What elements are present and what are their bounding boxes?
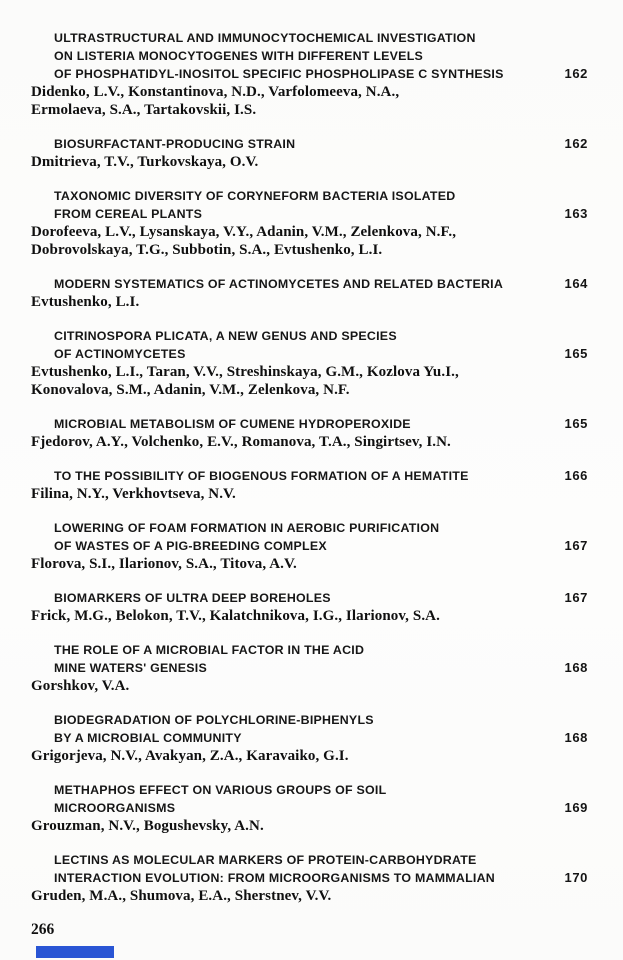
- toc-entry: [31, 327, 588, 399]
- entry-title: [31, 641, 588, 677]
- entry-author-line: Grigorjeva, N.V., Avakyan, Z.A., Karavaiko, G.I.: [31, 748, 349, 764]
- scan-artifact-bar: [36, 946, 114, 958]
- entry-title-text: MINE WATERS' GENESIS: [54, 661, 207, 675]
- toc-entry: [31, 589, 588, 625]
- entry-title-text: ULTRASTRUCTURAL AND IMMUNOCYTOCHEMICAL INVESTIGATION: [54, 31, 476, 45]
- entry-title-line: [31, 135, 588, 153]
- toc-entry: [31, 187, 588, 259]
- entry-title: [31, 781, 588, 817]
- entry-page-number: 167: [564, 538, 588, 553]
- entry-page-number: 164: [564, 276, 588, 291]
- entry-title-line: [31, 65, 588, 83]
- entry-authors: [31, 817, 588, 835]
- toc-entry: [31, 275, 588, 311]
- toc-entry: [31, 781, 588, 835]
- entry-title-line: [31, 781, 588, 799]
- entry-title: [31, 711, 588, 747]
- entry-title-text: METHAPHOS EFFECT ON VARIOUS GROUPS OF SOIL: [54, 783, 387, 797]
- entry-author-line: Dorofeeva, L.V., Lysanskaya, V.Y., Adanin, V.M., Zelenkova, N.F.,: [31, 224, 457, 240]
- entry-title-line: [31, 345, 588, 363]
- entry-title: [31, 851, 588, 887]
- entry-title: [31, 135, 588, 153]
- entry-author-line: Dobrovolskaya, T.G., Subbotin, S.A., Evtushenko, L.I.: [31, 242, 383, 258]
- entry-title-line: [31, 205, 588, 223]
- entry-title-line: [31, 519, 588, 537]
- entry-author-line: Ermolaeva, S.A., Tartakovskii, I.S.: [31, 102, 257, 118]
- entry-authors: [31, 293, 588, 311]
- entry-title-line: [31, 187, 588, 205]
- entry-author-line: Grouzman, N.V., Bogushevsky, A.N.: [31, 818, 264, 834]
- entry-page-number: 168: [564, 660, 588, 675]
- entry-title-text: INTERACTION EVOLUTION: FROM MICROORGANISMS TO MAMMALIAN: [54, 871, 495, 885]
- entry-page-number: 165: [564, 416, 588, 431]
- toc-entry: [31, 641, 588, 695]
- entry-authors: [31, 555, 588, 573]
- entry-page-number: 166: [564, 468, 588, 483]
- entry-title-text: THE ROLE OF A MICROBIAL FACTOR IN THE ACID: [54, 643, 365, 657]
- entry-title-text: LOWERING OF FOAM FORMATION IN AEROBIC PURIFICATION: [54, 521, 440, 535]
- entry-title: [31, 589, 588, 607]
- entry-title-text: BIOSURFACTANT-PRODUCING STRAIN: [54, 137, 296, 151]
- entry-title-line: [31, 47, 588, 65]
- toc-entry: [31, 851, 588, 905]
- entry-title: [31, 519, 588, 555]
- entry-author-line: Evtushenko, L.I., Taran, V.V., Streshinskaya, G.M., Kozlova Yu.I.,: [31, 364, 459, 380]
- entry-author-line: Didenko, L.V., Konstantinova, N.D., Varfolomeeva, N.A.,: [31, 84, 400, 100]
- footer-page-number: 266: [31, 921, 55, 938]
- entry-authors: [31, 887, 588, 905]
- entry-title: [31, 29, 588, 83]
- entry-author-line: Gorshkov, V.A.: [31, 678, 130, 694]
- toc-entry: [31, 415, 588, 451]
- entry-authors: [31, 485, 588, 503]
- entry-title-text: OF PHOSPHATIDYL-INOSITOL SPECIFIC PHOSPHOLIPASE C SYNTHESIS: [54, 67, 504, 81]
- entry-title-text: BIODEGRADATION OF POLYCHLORINE-BIPHENYLS: [54, 713, 374, 727]
- entry-page-number: 163: [564, 206, 588, 221]
- entry-author-line: Dmitrieva, T.V., Turkovskaya, O.V.: [31, 154, 259, 170]
- entry-title-text: FROM CEREAL PLANTS: [54, 207, 203, 221]
- entry-page-number: 170: [564, 870, 588, 885]
- entry-author-line: Gruden, M.A., Shumova, E.A., Sherstnev, V.V.: [31, 888, 332, 904]
- entry-authors: [31, 607, 588, 625]
- entry-page-number: 169: [564, 800, 588, 815]
- entry-authors: [31, 433, 588, 451]
- entry-page-number: 167: [564, 590, 588, 605]
- entry-author-line: Filina, N.Y., Verkhovtseva, N.V.: [31, 486, 236, 502]
- entry-author-line: Florova, S.I., Ilarionov, S.A., Titova, A.V.: [31, 556, 297, 572]
- entry-title-line: [31, 29, 588, 47]
- entry-title-line: [31, 415, 588, 433]
- entry-title-text: MICROORGANISMS: [54, 801, 176, 815]
- entry-authors: [31, 83, 588, 119]
- entry-title-text: OF WASTES OF A PIG-BREEDING COMPLEX: [54, 539, 327, 553]
- entry-title: [31, 467, 588, 485]
- entry-title-line: [31, 327, 588, 345]
- entry-title: [31, 275, 588, 293]
- entry-title-text: MICROBIAL METABOLISM OF CUMENE HYDROPEROXIDE: [54, 417, 411, 431]
- entry-title-line: [31, 729, 588, 747]
- entry-authors: [31, 747, 588, 765]
- entry-authors: [31, 223, 588, 259]
- entry-author-line: Evtushenko, L.I.: [31, 294, 140, 310]
- entry-page-number: 168: [564, 730, 588, 745]
- entry-title-line: [31, 641, 588, 659]
- entry-title-text: ON LISTERIA MONOCYTOGENES WITH DIFFERENT LEVELS: [54, 49, 424, 63]
- entry-title-line: [31, 799, 588, 817]
- entry-title-text: OF ACTINOMYCETES: [54, 347, 186, 361]
- entry-title-text: BY A MICROBIAL COMMUNITY: [54, 731, 242, 745]
- toc-entry: [31, 519, 588, 573]
- entry-authors: [31, 677, 588, 695]
- toc-entry: [31, 29, 588, 119]
- entry-title-line: [31, 589, 588, 607]
- entry-author-line: Konovalova, S.M., Adanin, V.M., Zelenkova, N.F.: [31, 382, 350, 398]
- entry-title-line: [31, 711, 588, 729]
- entry-title-line: [31, 869, 588, 887]
- entry-title-text: BIOMARKERS OF ULTRA DEEP BOREHOLES: [54, 591, 331, 605]
- entry-authors: [31, 363, 588, 399]
- entry-title-text: TAXONOMIC DIVERSITY OF CORYNEFORM BACTERIA ISOLATED: [54, 189, 456, 203]
- entry-title-text: LECTINS AS MOLECULAR MARKERS OF PROTEIN-CARBOHYDRATE: [54, 853, 477, 867]
- entry-title-line: [31, 851, 588, 869]
- entry-title-line: [31, 659, 588, 677]
- entry-page-number: 162: [564, 136, 588, 151]
- toc-entry: [31, 467, 588, 503]
- entry-title-text: CITRINOSPORA PLICATA, A NEW GENUS AND SPECIES: [54, 329, 397, 343]
- entry-page-number: 162: [564, 66, 588, 81]
- entry-title-line: [31, 275, 588, 293]
- entry-title-text: MODERN SYSTEMATICS OF ACTINOMYCETES AND RELATED BACTERIA: [54, 277, 504, 291]
- entry-title: [31, 327, 588, 363]
- entry-title-line: [31, 537, 588, 555]
- entry-title-line: [31, 467, 588, 485]
- entry-title: [31, 187, 588, 223]
- entry-authors: [31, 153, 588, 171]
- entry-author-line: Fjedorov, A.Y., Volchenko, E.V., Romanova, T.A., Singirtsev, I.N.: [31, 434, 451, 450]
- entry-title: [31, 415, 588, 433]
- entry-title-text: TO THE POSSIBILITY OF BIOGENOUS FORMATION OF A HEMATITE: [54, 469, 469, 483]
- toc-entry: [31, 135, 588, 171]
- entry-author-line: Frick, M.G., Belokon, T.V., Kalatchnikova, I.G., Ilarionov, S.A.: [31, 608, 440, 624]
- toc-entry: [31, 711, 588, 765]
- entry-page-number: 165: [564, 346, 588, 361]
